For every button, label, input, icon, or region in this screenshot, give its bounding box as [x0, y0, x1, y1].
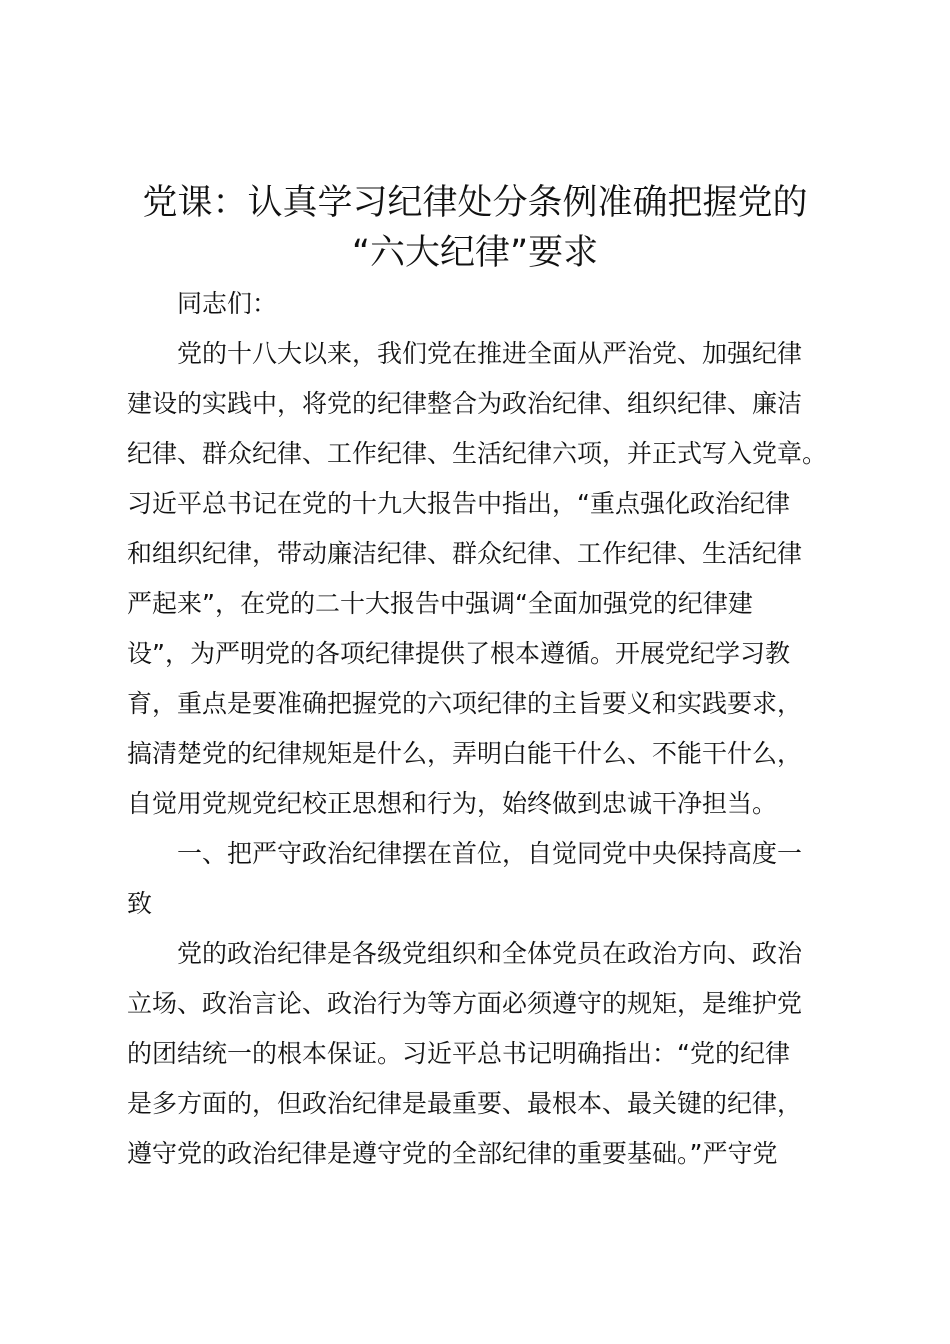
section-heading-1: [127, 829, 837, 929]
paragraph-line: 遵守党的政治纪律是遵守党的全部纪律的重要基础。”严守党: [127, 1139, 778, 1168]
title-line-2: “六大纪律”要求: [351, 233, 599, 273]
paragraph-line: 纪律、群众纪律、工作纪律、生活纪律六项，并正式写入党章。: [127, 439, 828, 468]
title-line-1: 党课：认真学习纪律处分条例准确把握党的: [142, 183, 808, 223]
paragraph-1: [127, 329, 837, 829]
paragraph-line: 设”，为严明党的各项纪律提供了根本遵循。开展党纪学习教: [127, 639, 790, 668]
paragraph-line: 党的政治纪律是各级党组织和全体党员在政治方向、政治: [177, 939, 803, 968]
paragraph-line: 建设的实践中，将党的纪律整合为政治纪律、组织纪律、廉洁: [127, 389, 803, 418]
paragraph-line: 搞清楚党的纪律规矩是什么，弄明白能干什么、不能干什么，: [127, 739, 803, 768]
greeting: [127, 279, 837, 329]
paragraph-2: [127, 929, 837, 1179]
paragraph-line: 严起来”，在党的二十大报告中强调“全面加强党的纪律建: [127, 589, 753, 618]
document-title: [100, 178, 850, 278]
greeting-line: 同志们：: [177, 289, 278, 318]
paragraph-line: 立场、政治言论、政治行为等方面必须遵守的规矩，是维护党: [127, 989, 803, 1018]
paragraph-line: 的团结统一的根本保证。习近平总书记明确指出：“党的纪律: [127, 1039, 790, 1068]
heading-line: 致: [127, 889, 153, 918]
paragraph-line: 是多方面的，但政治纪律是最重要、最根本、最关键的纪律，: [127, 1089, 803, 1118]
paragraph-line: 育，重点是要准确把握党的六项纪律的主旨要义和实践要求，: [127, 689, 803, 718]
paragraph-line: 党的十八大以来，我们党在推进全面从严治党、加强纪律: [177, 339, 803, 368]
paragraph-line: 习近平总书记在党的十九大报告中指出，“重点强化政治纪律: [127, 489, 790, 518]
document-body: [127, 279, 837, 1179]
heading-line: 一、把严守政治纪律摆在首位，自觉同党中央保持高度一: [177, 839, 803, 868]
paragraph-line: 和组织纪律，带动廉洁纪律、群众纪律、工作纪律、生活纪律: [127, 539, 803, 568]
paragraph-line: 自觉用党规党纪校正思想和行为，始终做到忠诚干净担当。: [127, 789, 778, 818]
